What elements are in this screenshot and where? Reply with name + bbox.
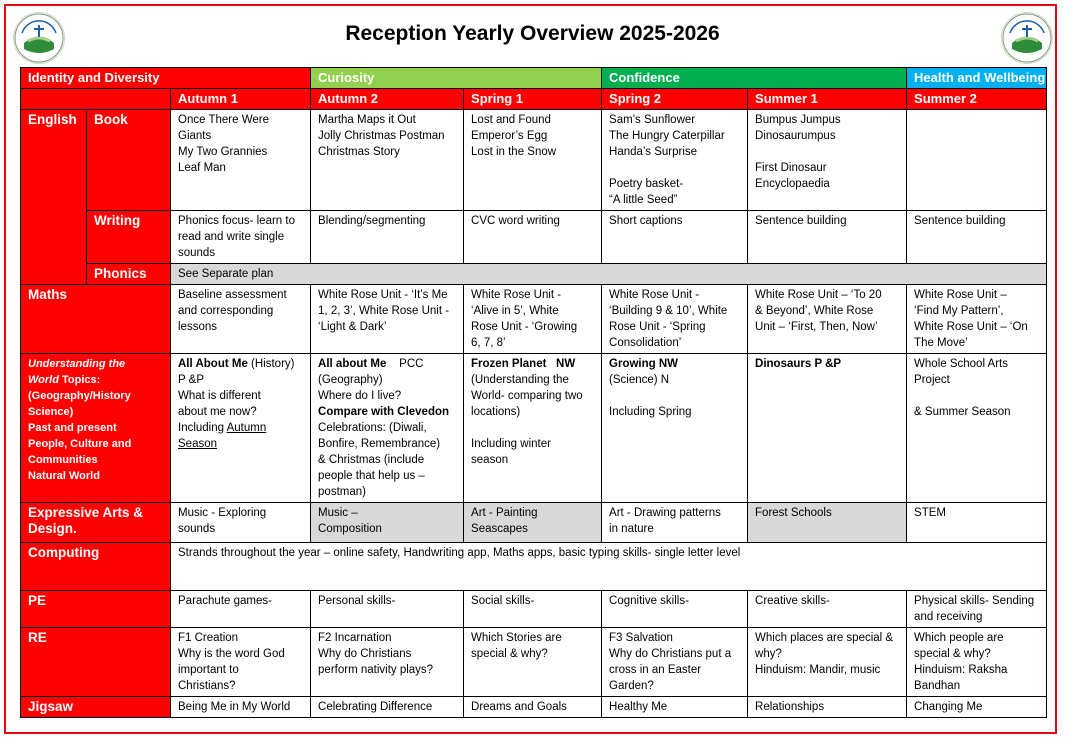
writing-label: Writing — [87, 211, 171, 264]
cell-line — [609, 388, 740, 404]
arts-cell — [171, 503, 311, 543]
cell-line: F1 Creation — [178, 632, 239, 644]
theme-confidence — [602, 68, 907, 89]
cell-line: Composition — [318, 523, 382, 535]
cell-line: and receiving — [914, 611, 983, 623]
cell-line: (Geography) — [318, 374, 383, 386]
jigsaw-row — [21, 697, 1047, 718]
arts-cell — [311, 503, 464, 543]
writing-cell: Sentence building — [748, 211, 907, 264]
pe-cell — [907, 591, 1047, 628]
world-cell-autumn1 — [171, 354, 311, 503]
world-cell-spring1 — [464, 354, 602, 503]
pe-cell: Social skills- — [464, 591, 602, 628]
re-cell — [464, 628, 602, 697]
world-row — [21, 354, 1047, 503]
cell-line: Autumn — [226, 422, 267, 434]
term-autumn-2: Autumn 2 — [311, 89, 464, 110]
terms-row — [21, 89, 1047, 110]
cell-line: Baseline assessment — [178, 289, 287, 301]
cell-line: 6, 7, 8’ — [471, 337, 506, 349]
cell-line: cross in an Easter — [609, 664, 702, 676]
cell-line: sounds — [178, 523, 216, 535]
cell-line: What is different — [178, 390, 261, 402]
english-book-row — [21, 110, 1047, 211]
cell-line: White Rose Unit - ‘It’s Me — [318, 289, 448, 301]
cell-line: Which people are — [914, 632, 1004, 644]
cell-line: sounds — [178, 247, 216, 259]
cell-line: Leaf Man — [178, 162, 226, 174]
theme-label: Curiosity — [318, 70, 375, 85]
topic-title: All about Me — [318, 358, 387, 370]
cell-line: Why do Christians — [318, 648, 412, 660]
cell-line: Poetry basket- — [609, 178, 684, 190]
term-spring-2: Spring 2 — [602, 89, 748, 110]
pe-cell: Creative skills- — [748, 591, 907, 628]
cell-line: Including winter — [471, 438, 551, 450]
writing-cell: Short captions — [602, 211, 748, 264]
cell-line: Sam’s Sunflower — [609, 114, 696, 126]
book-cell — [311, 110, 464, 211]
world-cell-summer1 — [748, 354, 907, 503]
jigsaw-cell: Celebrating Difference — [311, 697, 464, 718]
world-cell-summer2 — [907, 354, 1047, 503]
world-cell-spring2 — [602, 354, 748, 503]
cell-line: The Hungry Caterpillar — [609, 130, 725, 142]
cell-line: & Christmas (include — [318, 454, 425, 466]
cell-line: Hinduism: Mandir, music — [755, 664, 881, 676]
page-title: Reception Yearly Overview 2025-2026 — [345, 22, 720, 45]
maths-cell — [171, 285, 311, 354]
writing-cell: CVC word writing — [464, 211, 602, 264]
term-summer-1: Summer 1 — [748, 89, 907, 110]
cell-line: in nature — [609, 523, 654, 535]
cell-line: Martha Maps it Out — [318, 114, 416, 126]
maths-label: Maths — [21, 285, 171, 354]
world-label-line: Understanding the — [28, 358, 126, 370]
cell-line: Handa’s Surprise — [609, 146, 698, 158]
arts-label — [21, 503, 171, 543]
pe-row — [21, 591, 1047, 628]
cell-line: White Rose Unit – ‘To 20 — [755, 289, 882, 301]
overview-table — [20, 67, 1047, 718]
cell-line: The Move’ — [914, 337, 968, 349]
cell-line: Celebrations: (Diwali, — [318, 422, 427, 434]
book-cell — [907, 110, 1047, 211]
term-summer-2: Summer 2 — [907, 89, 1047, 110]
cell-line — [471, 420, 594, 436]
cell-line: Lost and Found — [471, 114, 551, 126]
maths-cell — [602, 285, 748, 354]
cell-line: & Beyond’, White Rose — [755, 305, 874, 317]
book-cell — [602, 110, 748, 211]
cell-line: Encyclopaedia — [755, 178, 830, 190]
cell-line: lessons — [178, 321, 217, 333]
cell-line: Christmas Story — [318, 146, 400, 158]
theme-curiosity — [311, 68, 602, 89]
book-label: Book — [87, 110, 171, 211]
cell-line: Which places are special & — [755, 632, 894, 644]
cell-line: Consolidation’ — [609, 337, 682, 349]
cell-line: special & why? — [914, 648, 991, 660]
re-row — [21, 628, 1047, 697]
phonics-label: Phonics — [87, 264, 171, 285]
cell-line: Music – — [318, 507, 358, 519]
topic-subject: (History) — [247, 358, 295, 370]
cell-line: Lost in the Snow — [471, 146, 557, 158]
english-phonics-row — [21, 264, 1047, 285]
re-cell — [748, 628, 907, 697]
jigsaw-cell: Being Me in My World — [171, 697, 311, 718]
arts-cell — [464, 503, 602, 543]
world-label — [21, 354, 171, 503]
cell-line: Which Stories are — [471, 632, 562, 644]
maths-row — [21, 285, 1047, 354]
cell-line — [755, 144, 899, 160]
cell-line: Seascapes — [471, 523, 528, 535]
cell-line: (Understanding the — [471, 374, 569, 386]
theme-label: Health and Wellbeing — [914, 70, 1046, 85]
theme-label: Identity and Diversity — [28, 70, 160, 85]
cell-line: ‘Light & Dark’ — [318, 321, 387, 333]
english-writing-row — [21, 211, 1047, 264]
cell-line: White Rose Unit - — [471, 289, 562, 301]
themes-row — [21, 68, 1047, 89]
maths-cell — [748, 285, 907, 354]
world-label-line: (Geography/History — [28, 390, 131, 402]
cell-line — [914, 388, 1039, 404]
writing-cell — [171, 211, 311, 264]
term-corner — [21, 89, 171, 110]
re-cell — [171, 628, 311, 697]
world-label-line: Natural World — [28, 470, 100, 482]
topic-title: Dinosaurs P &P — [755, 358, 842, 370]
book-cell — [171, 110, 311, 211]
cell-line: Whole School Arts — [914, 358, 1009, 370]
theme-health-wellbeing — [907, 68, 1047, 89]
re-cell — [311, 628, 464, 697]
computing-cell: Strands throughout the year – online safety, Handwriting app, Maths apps, basic typing skills- single letter level — [171, 543, 1047, 591]
cell-line: World- comparing two — [471, 390, 583, 402]
arts-label-line: Design. — [28, 521, 77, 536]
jigsaw-cell: Changing Me — [907, 697, 1047, 718]
theme-label: Confidence — [609, 70, 680, 85]
cell-line: Hinduism: Raksha — [914, 664, 1008, 676]
re-cell — [602, 628, 748, 697]
cell-line: Physical skills- Sending — [914, 595, 1035, 607]
cell-line: locations) — [471, 406, 521, 418]
english-label: English — [21, 110, 87, 285]
cell-line: Art - Painting — [471, 507, 538, 519]
jigsaw-cell: Relationships — [748, 697, 907, 718]
topic-title: Compare with Clevedon — [318, 406, 450, 418]
cell-line: Season — [178, 438, 218, 450]
phonics-cell: See Separate plan — [171, 264, 1047, 285]
jigsaw-label: Jigsaw — [21, 697, 171, 718]
cell-line: White Rose Unit – ‘On — [914, 321, 1028, 333]
cell-line: Rose Unit - ‘Spring — [609, 321, 706, 333]
cell-line: Jolly Christmas Postman — [318, 130, 445, 142]
cell-line: Why is the word God — [178, 648, 285, 660]
pe-cell: Cognitive skills- — [602, 591, 748, 628]
world-label-line: Past and present — [28, 422, 117, 434]
topic-subject: PCC — [386, 358, 424, 370]
cell-line: and corresponding — [178, 305, 274, 317]
cell-line: White Rose Unit – — [914, 289, 1007, 301]
cell-line: important to — [178, 664, 239, 676]
theme-identity-diversity — [21, 68, 311, 89]
cell-line: Unit – ‘First, Then, Now’ — [755, 321, 878, 333]
cell-line: special & why? — [471, 648, 548, 660]
cell-line: F3 Salvation — [609, 632, 673, 644]
cell-line: people that help us – — [318, 470, 425, 482]
cell-line — [609, 160, 740, 176]
cell-line: Art - Drawing patterns — [609, 507, 721, 519]
cell-line: 1, 2, 3’, White Rose Unit - — [318, 305, 450, 317]
maths-cell — [311, 285, 464, 354]
pe-label: PE — [21, 591, 171, 628]
cell-line: season — [471, 454, 509, 466]
world-label-line: People, Culture and — [28, 438, 132, 450]
topic-title: All About Me — [178, 358, 248, 370]
cell-line: why? — [755, 648, 782, 660]
book-cell — [464, 110, 602, 211]
cell-line: Bonfire, Remembrance) — [318, 438, 441, 450]
cell-line: perform nativity plays? — [318, 664, 434, 676]
cell-line: (Science) N — [609, 374, 670, 386]
cell-line: Project — [914, 374, 950, 386]
cell-line: Emperor’s Egg — [471, 130, 548, 142]
cell-line: ‘Building 9 & 10’, White — [609, 305, 728, 317]
writing-cell: Blending/segmenting — [311, 211, 464, 264]
arts-label-line: Expressive Arts & — [28, 505, 144, 520]
computing-label: Computing — [21, 543, 171, 591]
world-cell-autumn2 — [311, 354, 464, 503]
cell-line: Giants — [178, 130, 212, 142]
cell-line: Including — [178, 422, 227, 434]
cell-line: “A little Seed” — [609, 194, 678, 206]
cell-line: White Rose Unit - — [609, 289, 700, 301]
world-label-line: Science) — [28, 406, 74, 418]
arts-cell: STEM — [907, 503, 1047, 543]
cell-line: about me now? — [178, 406, 257, 418]
jigsaw-cell: Dreams and Goals — [464, 697, 602, 718]
world-label-line: Topics: — [58, 374, 101, 386]
pe-cell: Parachute games- — [171, 591, 311, 628]
cell-line: Where do I live? — [318, 390, 402, 402]
world-label-line: Communities — [28, 454, 98, 466]
cell-line: Rose Unit - ‘Growing — [471, 321, 578, 333]
cell-line: Music - Exploring — [178, 507, 267, 519]
topic-title: Growing NW — [609, 358, 679, 370]
cell-line: Bumpus Jumpus — [755, 114, 841, 126]
cell-line: Christians? — [178, 680, 236, 692]
cell-line: Garden? — [609, 680, 654, 692]
arts-cell — [602, 503, 748, 543]
writing-cell: Sentence building — [907, 211, 1047, 264]
pe-cell: Personal skills- — [311, 591, 464, 628]
cell-line: read and write single — [178, 231, 285, 243]
term-spring-1: Spring 1 — [464, 89, 602, 110]
re-label: RE — [21, 628, 171, 697]
arts-cell: Forest Schools — [748, 503, 907, 543]
cell-line: postman) — [318, 486, 366, 498]
jigsaw-cell: Healthy Me — [602, 697, 748, 718]
cell-line: P &P — [178, 374, 204, 386]
cell-line: ‘Alive in 5’, White — [471, 305, 559, 317]
cell-line: My Two Grannies — [178, 146, 268, 158]
term-autumn-1: Autumn 1 — [171, 89, 311, 110]
cell-line: ‘Find My Pattern’, — [914, 305, 1004, 317]
maths-cell — [907, 285, 1047, 354]
cell-line: Dinosaurumpus — [755, 130, 836, 142]
cell-line: Including Spring — [609, 406, 692, 418]
cell-line: Why do Christians put a — [609, 648, 732, 660]
arts-row — [21, 503, 1047, 543]
book-cell — [748, 110, 907, 211]
computing-row — [21, 543, 1047, 591]
cell-line: F2 Incarnation — [318, 632, 392, 644]
maths-cell — [464, 285, 602, 354]
topic-title: Frozen Planet NW — [471, 358, 576, 370]
world-label-line: World — [28, 374, 59, 386]
re-cell — [907, 628, 1047, 697]
cell-line: Bandhan — [914, 680, 961, 692]
cell-line: & Summer Season — [914, 406, 1011, 418]
cell-line: Once There Were — [178, 114, 269, 126]
cell-line: First Dinosaur — [755, 162, 827, 174]
cell-line: Phonics focus- learn to — [178, 215, 295, 227]
